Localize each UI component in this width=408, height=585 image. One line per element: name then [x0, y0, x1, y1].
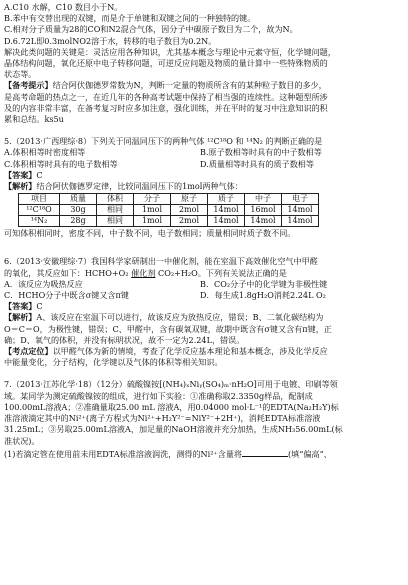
table-cell: ¹⁴N₂ — [19, 216, 60, 227]
q4-exam-tip-line-4: 累和总结。ks5u — [4, 114, 64, 125]
q5-option-a: A.体积相等时密度相等 — [4, 147, 86, 158]
q7-stem-line-4: 准溶液滴定其中的Ni²⁺(离子方程式为Ni²⁺+H₂Y²⁻=NiY²⁻+2H⁺)，消耗EDTA标准溶液 — [4, 413, 321, 424]
exam-tip-tag: 【备考提示】 — [4, 80, 53, 91]
q6-stem-line-1: 6.（2013·安徽理综·7）我国科学家研制出一中催化剂，能在室温下高效催化空气中甲醛 — [4, 256, 318, 267]
table-cell: 2mol — [171, 205, 208, 216]
q5-conclusion: 可知体积相同时，密度不同，中子数不同，电子数相同；质量相同时质子数不同。 — [4, 228, 296, 239]
q5-options-row-2 — [4, 159, 404, 170]
exam-tip-text: 结合阿伏伽德罗常数为N，判断一定量的物质所含有的某种粒子数目的多少， — [52, 80, 327, 91]
table-header-cell: 分子 — [134, 194, 171, 205]
answer-value: C — [36, 169, 43, 180]
q6-option-d: D．每生成1.8gH₂O消耗2.24L O₂ — [200, 290, 326, 301]
answer-blank[interactable] — [242, 447, 288, 457]
table-cell: 1mol — [134, 216, 171, 227]
table-cell: 14mol — [282, 205, 319, 216]
spacer — [4, 125, 404, 136]
table-cell: 16mol — [245, 205, 282, 216]
table-cell: 14mol — [208, 216, 245, 227]
table-cell: 1mol — [134, 205, 171, 216]
q5-options-row-1 — [4, 147, 404, 158]
q4-analysis-line-1: 解决此类问题的关键是：灵活应用各种知识，尤其基本概念与理论中元素守恒，化学键问题， — [4, 46, 336, 57]
q4-option-c: C.相对分子质量为28的CO和N2混合气体，因分子中碳原子数目为二个，故为N。 — [4, 24, 298, 35]
q5-option-c: C.体积相等时具有的电子数相等 — [4, 158, 118, 169]
q4-option-b: B.苯中有交替出现的双键，而是介于单键和双键之间的一种独特的键。 — [4, 13, 256, 24]
q6-option-c: C．HCHO分子中既含σ键又含π键 — [4, 290, 129, 301]
q6-option-a: A．该反应为吸热反应 — [4, 278, 83, 289]
table-row — [19, 216, 319, 227]
analysis-tag: 【解析】 — [4, 181, 37, 192]
q5-analysis-intro — [4, 181, 404, 192]
q6-analysis-line-1 — [4, 312, 404, 323]
q4-analysis-line-2: 晶体结构问题，氧化还原中电子转移问题，可逆反应问题及物质的量计算中一些特殊物质的 — [4, 58, 328, 69]
q5-option-d: D.质量相等时具有的质子数相等 — [200, 158, 314, 169]
table-cell: 14mol — [245, 216, 282, 227]
comparison-table — [18, 193, 319, 227]
spacer — [4, 239, 404, 250]
q5-option-b: B.原子数相等时具有的中子数相等 — [200, 147, 322, 158]
q7-subquestion-1 — [4, 447, 404, 460]
q6-point-line-2: 中能量变化，分子结构，化学键以及气体的体积等相关知识。 — [4, 357, 223, 368]
q6-point-line-1 — [4, 346, 404, 357]
table-cell: 14mol — [208, 205, 245, 216]
table-cell: ¹²C¹⁸O — [19, 205, 60, 216]
q5-stem: 5.（2013·广西理综·8）下列关于同温同压下的两种气体 ¹²C¹⁸O 和 ¹⁴N₂ 的判断正确的是 — [4, 136, 323, 147]
q7-sub1-tail: (填“偏高”、 — [288, 448, 332, 459]
table-cell: 28g — [60, 216, 97, 227]
q6-options-row-2 — [4, 290, 404, 301]
q6-stem-line-2 — [4, 268, 404, 279]
q6-reaction-left: 的氧化，其反应如下：HCHO+O₂ — [4, 267, 129, 278]
table-header-row — [19, 194, 319, 205]
table-header-cell: 中子 — [245, 194, 282, 205]
table-cell: 相同 — [97, 216, 134, 227]
q4-exam-tip-line-1 — [4, 80, 404, 91]
q6-analysis-line-3: 确；D、氧气的体积，并没有标明状况，故不一定为2.24L，错误。 — [4, 334, 245, 345]
table-header-cell: 电子 — [282, 194, 319, 205]
analysis-text: 结合阿伏伽德罗定律，比较同温同压下的1mol两种气体： — [36, 181, 243, 192]
table-cell: 2mol — [171, 216, 208, 227]
answer-tag: 【答案】 — [4, 169, 37, 180]
q7-stem-line-5: 31.25mL；③另取25.00mL溶液A，加足量的NaOH溶液并充分加热，生成NH₃56.00mL(标 — [4, 424, 343, 435]
answer-value: C — [36, 301, 43, 312]
catalyst-label: 催化剂 — [131, 267, 156, 278]
q7-stem-line-3: 100.00mL溶液A；②准确量取25.00 mL 溶液A，用0.04000 mol·L⁻¹的EDTA(Na₂H₂Y)标 — [4, 401, 339, 412]
q4-option-a: A.C10 水解，C10 数目小于N。 — [4, 2, 123, 12]
q7-stem-line-6: 准状况)。 — [4, 435, 40, 446]
point-text: 以甲醛气体为新的情境，考查了化学反应基本理论和基本概念，涉及化学反应 — [52, 346, 328, 357]
q4-option-d: D.6.72L即0.3molNO2溶于水，转移的电子数目为0.2N。 — [4, 35, 217, 46]
table-row — [19, 205, 319, 216]
q6-analysis-line-2: O＝C＝O，为极性键，错误；C、甲醛中，含有碳氧双键，故期中既含有σ键又含有π键，正 — [4, 323, 332, 334]
spacer — [4, 368, 404, 379]
table-header-cell: 体积 — [97, 194, 134, 205]
q4-analysis-line-3: 状态等。 — [4, 69, 37, 80]
q5-answer — [4, 170, 404, 181]
point-tag: 【考点定位】 — [4, 346, 53, 357]
table-header-cell: 质子 — [208, 194, 245, 205]
q6-option-b: B．CO₂分子中的化学键为非极性键 — [200, 278, 328, 289]
q7-sub1-text: (1)若滴定管在使用前未用EDTA标准溶液润洗，测得的Ni²⁺含量将 — [4, 448, 243, 459]
table-cell: 相同 — [97, 205, 134, 216]
q4-exam-tip-line-2: 是高考命题的热点之一，在近几年的各种高考试题中保持了相当强的连续性。这种题型所涉 — [4, 91, 328, 102]
analysis-text: A、该反应在室温下可以进行，故该反应为放热反应，错误；B、二氧化碳结构为 — [36, 312, 324, 323]
table-cell: 30g — [60, 205, 97, 216]
answer-tag: 【答案】 — [4, 301, 37, 312]
table-header-cell: 项目 — [19, 194, 60, 205]
q7-stem-line-2: 域。某同学为测定硫酸镍铵的组成，进行如下实验：①准确称取2.3350g样品，配制成 — [4, 390, 313, 401]
table-header-cell: 原子 — [171, 194, 208, 205]
table-header-cell: 质量 — [60, 194, 97, 205]
q6-reaction-right: CO₂+H₂O。下列有关说法正确的是 — [158, 267, 287, 278]
q4-exam-tip-line-3: 及的内容非常丰富，在备考复习时应多加注意，强化训练，并在平时的复习中注意知识的积 — [4, 102, 328, 113]
q6-options-row-1 — [4, 279, 404, 290]
table-cell: 14mol — [282, 216, 319, 227]
q6-answer — [4, 301, 404, 312]
q7-stem-line-1: 7.（2013·江苏化学·18）（12分）硫酸镍铵[(NH₄)ₓNiᵧ(SO₄)ₘ·nH₂O]可用于电镀、印刷等领 — [4, 379, 338, 390]
analysis-tag: 【解析】 — [4, 312, 37, 323]
